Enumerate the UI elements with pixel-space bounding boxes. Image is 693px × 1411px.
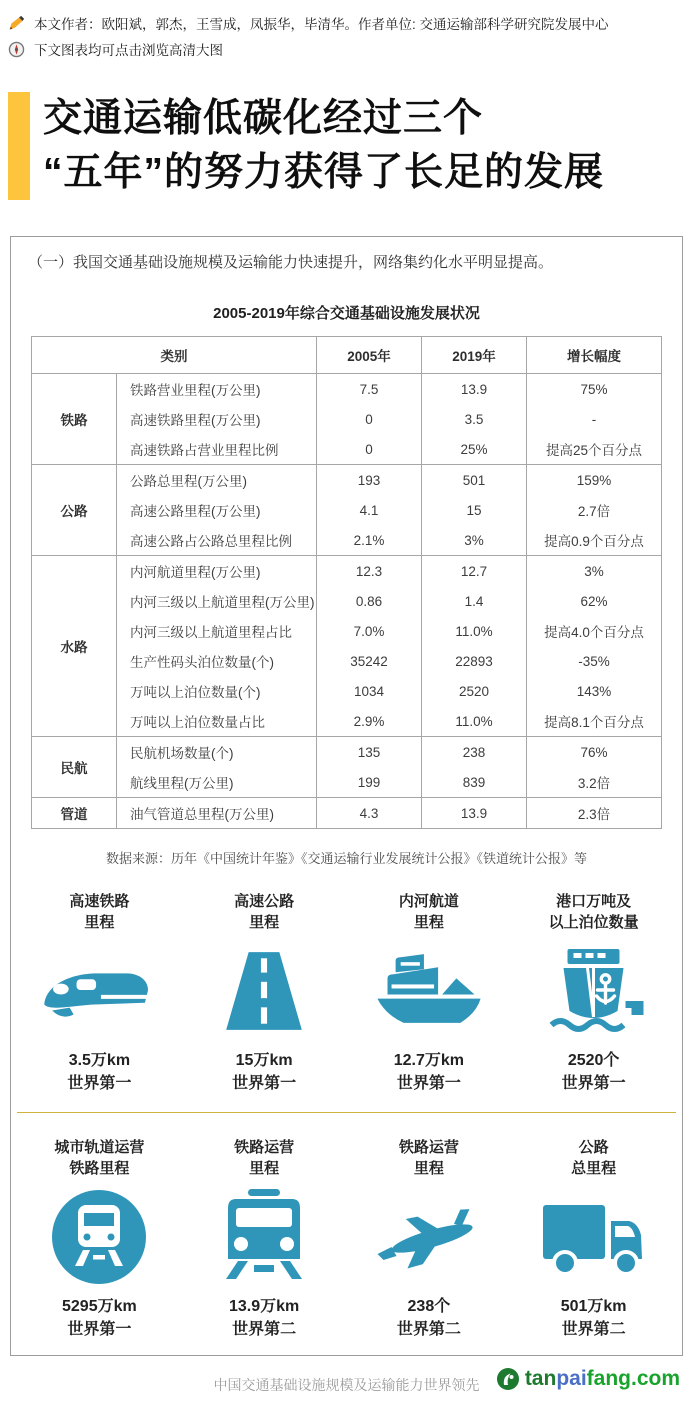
table-value-cell: 4.3: [317, 798, 422, 829]
table-value-cell: 143%: [527, 676, 662, 706]
page-title: [30, 92, 604, 200]
table-value-cell: 12.7: [422, 556, 527, 587]
stat-rank: 世界第二: [561, 1320, 626, 1338]
stat-label: 铁路运营: [398, 1138, 459, 1156]
header-growth: 增长幅度: [527, 337, 662, 374]
stat-label: 里程: [413, 1159, 444, 1177]
stat-card-airports: [347, 1137, 512, 1341]
stat-rank: 世界第二: [396, 1320, 461, 1338]
table-item-cell: 内河三级以上航道里程占比: [117, 616, 317, 646]
stat-card-expressway: [182, 891, 347, 1095]
table-item-cell: 高速铁路里程(万公里): [117, 404, 317, 434]
tanpaifang-logo[interactable]: [496, 1367, 680, 1391]
header-2019: 2019年: [422, 337, 527, 374]
table-row: [32, 586, 662, 616]
table-row: [32, 434, 662, 465]
table-value-cell: 35242: [317, 646, 422, 676]
table-row: [32, 646, 662, 676]
table-item-cell: 公路总里程(万公里): [117, 465, 317, 496]
stat-rank: 世界第一: [67, 1320, 132, 1338]
stat-label: 高速公路: [234, 893, 295, 911]
group-railway: [32, 374, 662, 465]
stat-label: 里程: [249, 1159, 280, 1177]
table-value-cell: 839: [422, 767, 527, 798]
stat-label: 里程: [413, 914, 444, 932]
writing-hand-icon: [8, 15, 25, 32]
table-row: [32, 798, 662, 829]
table-row: [32, 767, 662, 798]
group-waterway: [32, 556, 662, 737]
table-item-cell: 铁路营业里程(万公里): [117, 374, 317, 405]
stat-value: 3.5万km: [68, 1052, 131, 1070]
table-value-cell: 7.0%: [317, 616, 422, 646]
stat-rank: 世界第二: [232, 1320, 297, 1338]
stat-card-waterway: [347, 891, 512, 1095]
table-value-cell: 13.9: [422, 374, 527, 405]
table-item-cell: 高速公路里程(万公里): [117, 495, 317, 525]
table-value-cell: -: [527, 404, 662, 434]
table-value-cell: 135: [317, 737, 422, 768]
stat-rank: 世界第一: [232, 1075, 297, 1093]
table-value-cell: 199: [317, 767, 422, 798]
stat-value: 5295万km: [62, 1297, 137, 1315]
header-2005: 2005年: [317, 337, 422, 374]
table-row: [32, 706, 662, 737]
stat-label: 高速铁路: [69, 893, 130, 911]
table-value-cell: 238: [422, 737, 527, 768]
table-value-cell: 15: [422, 495, 527, 525]
table-value-cell: 3.2倍: [527, 767, 662, 798]
table-row: [32, 404, 662, 434]
group-pipeline: [32, 798, 662, 829]
stat-card-road-total: [511, 1137, 676, 1341]
table-row: [32, 556, 662, 587]
table-row: [32, 616, 662, 646]
table-value-cell: 1034: [317, 676, 422, 706]
table-value-cell: 1.4: [422, 586, 527, 616]
hint-line: [8, 36, 693, 62]
table-value-cell: 501: [422, 465, 527, 496]
table-value-cell: 7.5: [317, 374, 422, 405]
table-title: 2005-2019年综合交通基础设施发展状况: [213, 305, 480, 323]
section-intro: （一）我国交通基础设施规模及运输能力快速提升，网络集约化水平明显提高。: [28, 253, 554, 271]
table-value-cell: 0: [317, 404, 422, 434]
table-value-cell: 13.9: [422, 798, 527, 829]
table-item-cell: 内河航道里程(万公里): [117, 556, 317, 587]
port-ship-icon: [511, 933, 676, 1049]
table-value-cell: 2520: [422, 676, 527, 706]
table-value-cell: 提高25个百分点: [527, 434, 662, 465]
table-value-cell: 0: [317, 434, 422, 465]
table-item-cell: 高速铁路占营业里程比例: [117, 434, 317, 465]
table-group-cell: 管道: [32, 798, 117, 829]
high-speed-train-icon: [17, 933, 182, 1049]
stat-label: 总里程: [571, 1159, 617, 1177]
content-image-box[interactable]: [10, 236, 683, 1393]
infographic-caption: 中国交通基础设施规模及运输能力世界领先: [213, 1376, 480, 1393]
table-row: [32, 374, 662, 405]
table-value-cell: 2.3倍: [527, 798, 662, 829]
table-value-cell: 25%: [422, 434, 527, 465]
table-item-cell: 民航机场数量(个): [117, 737, 317, 768]
stat-label: 城市轨道运营: [54, 1138, 145, 1156]
group-highway: [32, 465, 662, 556]
table-value-cell: 62%: [527, 586, 662, 616]
stat-label: 里程: [249, 914, 280, 932]
table-value-cell: 3%: [422, 525, 527, 556]
stat-card-urban-rail: [17, 1137, 182, 1341]
hint-text: 下文图表均可点击浏览高清大图: [34, 43, 223, 58]
stat-rank: 世界第一: [561, 1075, 626, 1093]
table-value-cell: 75%: [527, 374, 662, 405]
stat-label: 港口万吨及: [556, 893, 632, 911]
compass-icon: [8, 41, 25, 58]
title-accent-bar: [8, 92, 30, 200]
table-item-cell: 高速公路占公路总里程比例: [117, 525, 317, 556]
table-group-cell: 民航: [32, 737, 117, 798]
table-group-cell: 水路: [32, 556, 117, 737]
stat-value: 12.7万km: [393, 1052, 465, 1070]
stat-value: 13.9万km: [228, 1297, 300, 1315]
table-value-cell: -35%: [527, 646, 662, 676]
stat-label: 以上泊位数量: [548, 914, 639, 932]
stat-card-hsr: [17, 891, 182, 1095]
stat-card-berths: [511, 891, 676, 1095]
stat-value: 238个: [407, 1297, 451, 1315]
table-value-cell: 0.86: [317, 586, 422, 616]
table-value-cell: 11.0%: [422, 616, 527, 646]
table-value-cell: 76%: [527, 737, 662, 768]
tanpaifang-logo-icon: [496, 1367, 520, 1391]
header-category: 类别: [32, 337, 317, 374]
table-item-cell: 油气管道总里程(万公里): [117, 798, 317, 829]
table-row: [32, 465, 662, 496]
table-group-cell: 铁路: [32, 374, 117, 465]
table-value-cell: 4.1: [317, 495, 422, 525]
page-title-line1: 交通运输低碳化经过三个: [43, 97, 484, 140]
stat-label: 铁路里程: [69, 1159, 130, 1177]
stat-value: 501万km: [560, 1297, 627, 1315]
author-line: [8, 10, 693, 36]
stat-value: 2520个: [567, 1052, 620, 1070]
ship-icon: [347, 933, 512, 1049]
table-value-cell: 提高0.9个百分点: [527, 525, 662, 556]
table-value-cell: 2.7倍: [527, 495, 662, 525]
truck-icon: [511, 1179, 676, 1295]
table-value-cell: 2.1%: [317, 525, 422, 556]
table-item-cell: 生产性码头泊位数量(个): [117, 646, 317, 676]
stat-label: 铁路运营: [234, 1138, 295, 1156]
stat-value: 15万km: [235, 1052, 293, 1070]
table-value-cell: 提高8.1个百分点: [527, 706, 662, 737]
article-title-block: [8, 92, 693, 200]
table-value-cell: 3.5: [422, 404, 527, 434]
stat-card-rail-ops: [182, 1137, 347, 1341]
stats-grid-row2[interactable]: [11, 1113, 682, 1355]
infrastructure-table[interactable]: [31, 336, 662, 829]
stat-rank: 世界第一: [396, 1075, 461, 1093]
table-value-cell: 193: [317, 465, 422, 496]
table-value-cell: 3%: [527, 556, 662, 587]
table-row: [32, 495, 662, 525]
data-source-note: 数据来源：历年《中国统计年鉴》《交通运输行业发展统计公报》《铁道统计公报》等: [105, 851, 587, 867]
table-value-cell: 12.3: [317, 556, 422, 587]
stats-grid-row1[interactable]: [11, 867, 682, 1109]
table-item-cell: 内河三级以上航道里程(万公里): [117, 586, 317, 616]
stat-label: 内河航道: [398, 893, 459, 911]
metro-icon: [17, 1179, 182, 1295]
table-value-cell: 提高4.0个百分点: [527, 616, 662, 646]
logo-text: tanpaifang.com: [524, 1366, 680, 1390]
stat-label: 公路: [578, 1138, 609, 1156]
table-item-cell: 万吨以上泊位数量占比: [117, 706, 317, 737]
table-value-cell: 159%: [527, 465, 662, 496]
table-row: [32, 525, 662, 556]
table-header-row: [32, 337, 662, 374]
author-text: 本文作者：欧阳斌，郭杰，王雪成，凤振华，毕清华。作者单位: 交通运输部科学研究院发展中心: [34, 17, 609, 32]
table-value-cell: 11.0%: [422, 706, 527, 737]
table-value-cell: 2.9%: [317, 706, 422, 737]
table-row: [32, 737, 662, 768]
table-item-cell: 万吨以上泊位数量(个): [117, 676, 317, 706]
airplane-icon: [347, 1179, 512, 1295]
page-title-line2: “五年”的努力获得了长足的发展: [43, 150, 605, 194]
table-group-cell: 公路: [32, 465, 117, 556]
article-meta: [8, 10, 693, 62]
stat-label: 里程: [84, 914, 115, 932]
box-footer: [11, 1359, 682, 1411]
table-item-cell: 航线里程(万公里): [117, 767, 317, 798]
group-aviation: [32, 737, 662, 798]
table-value-cell: 22893: [422, 646, 527, 676]
table-row: [32, 676, 662, 706]
expressway-icon: [182, 933, 347, 1049]
train-front-icon: [182, 1179, 347, 1295]
stat-rank: 世界第一: [67, 1075, 132, 1093]
